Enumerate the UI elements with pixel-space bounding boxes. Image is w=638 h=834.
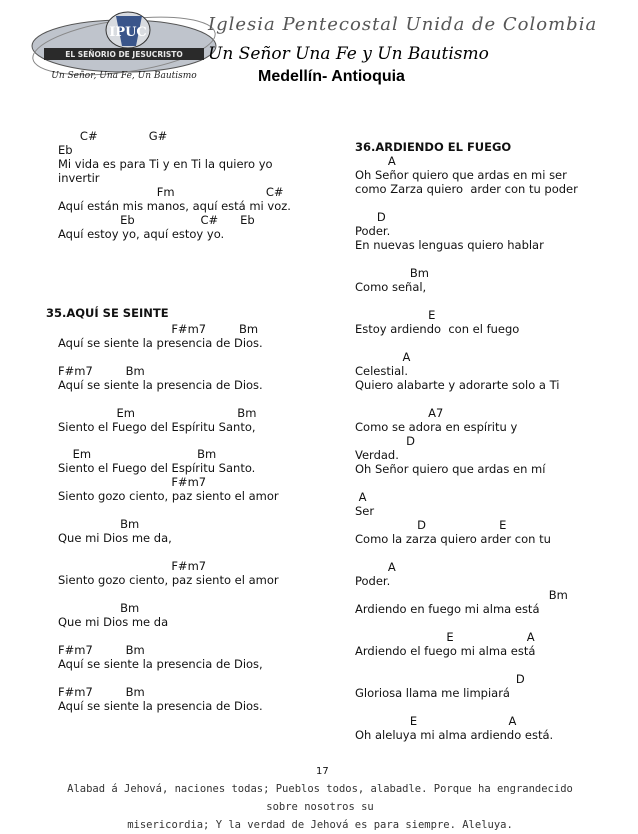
song-line: Ardiendo en fuego mi alma está: [355, 602, 540, 616]
song-line: D: [355, 672, 525, 686]
footer-verse-line-2: misericordia; Y la verdad de Jehová es para siempre. Aleluya.: [127, 819, 513, 831]
song-line: D: [355, 434, 416, 448]
song-line: Ser: [355, 504, 375, 518]
logo-monogram: IPUC: [109, 25, 147, 40]
song-line: Em Bm: [58, 406, 257, 420]
song-line: F#m7: [58, 475, 207, 489]
song-line: E: [355, 308, 436, 322]
song-line: Gloriosa llama me limpiará: [355, 686, 510, 700]
church-motto: Un Señor Una Fe y Un Bautismo: [208, 44, 489, 64]
song-line: Aquí se siente la presencia de Dios.: [58, 336, 263, 350]
song-line: invertir: [58, 171, 100, 185]
church-name: Iglesia Pentecostal Unida de Colombia: [208, 14, 598, 35]
song-line: E A: [355, 630, 535, 644]
song-line: F#m7 Bm: [58, 364, 145, 378]
song-line: Oh aleluya mi alma ardiendo está.: [355, 728, 554, 742]
page-number: 17: [316, 766, 329, 777]
song-line: Oh Señor quiero que ardas en mi ser: [355, 168, 567, 182]
song-line: Oh Señor quiero que ardas en mí: [355, 462, 546, 476]
song-line: Bm: [58, 601, 140, 615]
song-title: 35.AQUÍ SE SEINTE: [46, 306, 169, 320]
song-line: Siento el Fuego del Espíritu Santo,: [58, 420, 256, 434]
song-line: C# G#: [58, 129, 168, 143]
church-city: Medellín- Antioquia: [258, 68, 405, 85]
song-line: Que mi Dios me da,: [58, 531, 172, 545]
song-line: Estoy ardiendo con el fuego: [355, 322, 520, 336]
song-line: Aquí se siente la presencia de Dios.: [58, 378, 263, 392]
church-logo: [24, 6, 224, 86]
song-line: Fm C#: [58, 185, 284, 199]
song-line: Aquí están mis manos, aquí está mi voz.: [58, 199, 291, 213]
song-line: Bm: [355, 588, 568, 602]
song-line: D E: [355, 518, 507, 532]
song-line: Em Bm: [58, 447, 217, 461]
song-line: Eb: [58, 143, 73, 157]
song-line: Ardiendo el fuego mi alma está: [355, 644, 536, 658]
song-line: Quiero alabarte y adorarte solo a Ti: [355, 378, 560, 392]
song-line: Aquí estoy yo, aquí estoy yo.: [58, 227, 225, 241]
song-line: Aquí se siente la presencia de Dios,: [58, 657, 263, 671]
song-line: A: [355, 154, 396, 168]
song-line: Poder.: [355, 224, 391, 238]
song-line: A: [355, 350, 411, 364]
song-line: A: [355, 560, 396, 574]
song-line: Bm: [355, 266, 429, 280]
song-line: Que mi Dios me da: [58, 615, 169, 629]
song-line: Siento gozo ciento, paz siento el amor: [58, 573, 279, 587]
song-line: Verdad.: [355, 448, 399, 462]
song-line: A: [355, 490, 367, 504]
song-line: Celestial.: [355, 364, 408, 378]
song-line: Como señal,: [355, 280, 427, 294]
song-line: Mi vida es para Ti y en Ti la quiero yo: [58, 157, 273, 171]
song-line: F#m7 Bm: [58, 322, 259, 336]
logo-band-text: EL SEÑORIO DE JESUCRISTO: [65, 50, 183, 59]
song-line: Eb C# Eb: [58, 213, 255, 227]
song-line: Siento el Fuego del Espíritu Santo.: [58, 461, 256, 475]
song-title: 36.ARDIENDO EL FUEGO: [355, 140, 512, 154]
song-line: En nuevas lenguas quiero hablar: [355, 238, 544, 252]
song-line: Bm: [58, 517, 140, 531]
footer-verse-line-1: Alabad á Jehová, naciones todas; Pueblos todos, alabadle. Porque ha engrandecido sobre nosotros su: [67, 783, 573, 813]
song-line: F#m7 Bm: [58, 643, 145, 657]
song-line: Aquí se siente la presencia de Dios.: [58, 699, 263, 713]
song-line: Como la zarza quiero arder con tu: [355, 532, 551, 546]
song-line: como Zarza quiero arder con tu poder: [355, 182, 578, 196]
song-line: D: [355, 210, 386, 224]
song-line: F#m7: [58, 559, 207, 573]
song-line: Como se adora en espíritu y: [355, 420, 518, 434]
song-line: Poder.: [355, 574, 391, 588]
page-header: [0, 0, 638, 100]
song-line: Siento gozo ciento, paz siento el amor: [58, 489, 279, 503]
song-line: F#m7 Bm: [58, 685, 145, 699]
song-line: A7: [355, 406, 444, 420]
song-line: E A: [355, 714, 517, 728]
logo-bottom-text: Un Señor, Una Fe, Un Bautismo: [51, 71, 197, 81]
